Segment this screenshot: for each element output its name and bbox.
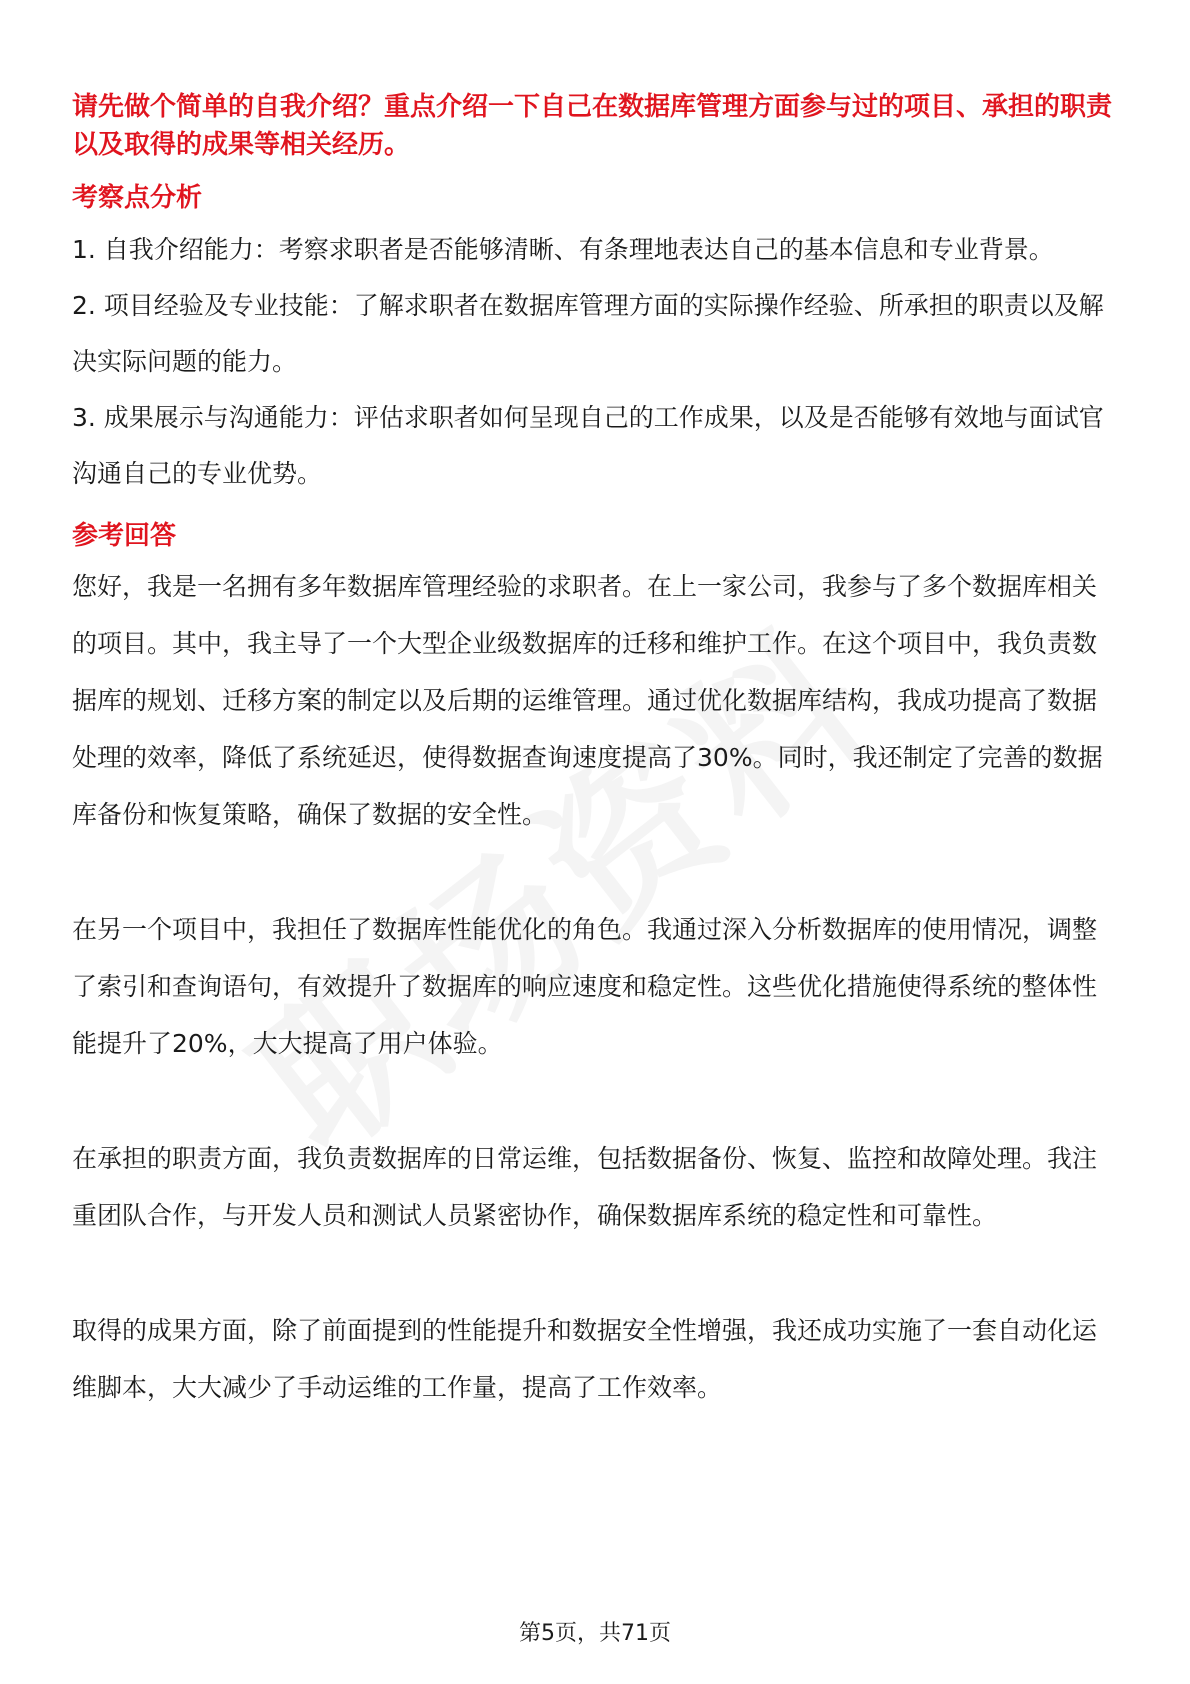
answer-title: 参考回答 (72, 521, 177, 551)
interview-question: 请先做个简单的自我介绍？重点介绍一下自己在数据库管理方面参与过的项目、承担的职责以及取得的成果等相关经历。 (72, 92, 1113, 160)
analysis-point: 3. 成果展示与沟通能力：评估求职者如何呈现自己的工作成果，以及是否能够有效地与面试官沟通自己的专业优势。 (72, 403, 1104, 488)
analysis-point: 1. 自我介绍能力：考察求职者是否能够清晰、有条理地表达自己的基本信息和专业背景。 (72, 235, 1054, 264)
answer-paragraph: 您好，我是一名拥有多年数据库管理经验的求职者。在上一家公司，我参与了多个数据库相关的项目。其中，我主导了一个大型企业级数据库的迁移和维护工作。在这个项目中，我负责数据库的规划、迁移方案的制定以及后期的运维管理。通过优化数据库结构，我成功提高了数据处理的效率，降低了系统延迟，使得数据查询速度提高了30%。同时，我还制定了完善的数据库备份和恢复策略，确保了数据的安全性。 (72, 572, 1103, 829)
answer-paragraph: 在另一个项目中，我担任了数据库性能优化的角色。我通过深入分析数据库的使用情况，调整了索引和查询语句，有效提升了数据库的响应速度和稳定性。这些优化措施使得系统的整体性能提升了20%，大大提高了用户体验。 (72, 915, 1098, 1058)
answer-paragraph: 取得的成果方面，除了前面提到的性能提升和数据安全性增强，我还成功实施了一套自动化运维脚本，大大减少了手动运维的工作量，提高了工作效率。 (72, 1316, 1098, 1402)
analysis-title: 考察点分析 (72, 183, 203, 213)
analysis-point: 2. 项目经验及专业技能：了解求职者在数据库管理方面的实际操作经验、所承担的职责以及解决实际问题的能力。 (72, 291, 1104, 376)
answer-paragraph: 在承担的职责方面，我负责数据库的日常运维，包括数据备份、恢复、监控和故障处理。我注重团队合作，与开发人员和测试人员紧密协作，确保数据库系统的稳定性和可靠性。 (72, 1144, 1098, 1230)
page-number: 第5页，共71页 (519, 1621, 671, 1646)
document-content (72, 88, 1120, 1416)
